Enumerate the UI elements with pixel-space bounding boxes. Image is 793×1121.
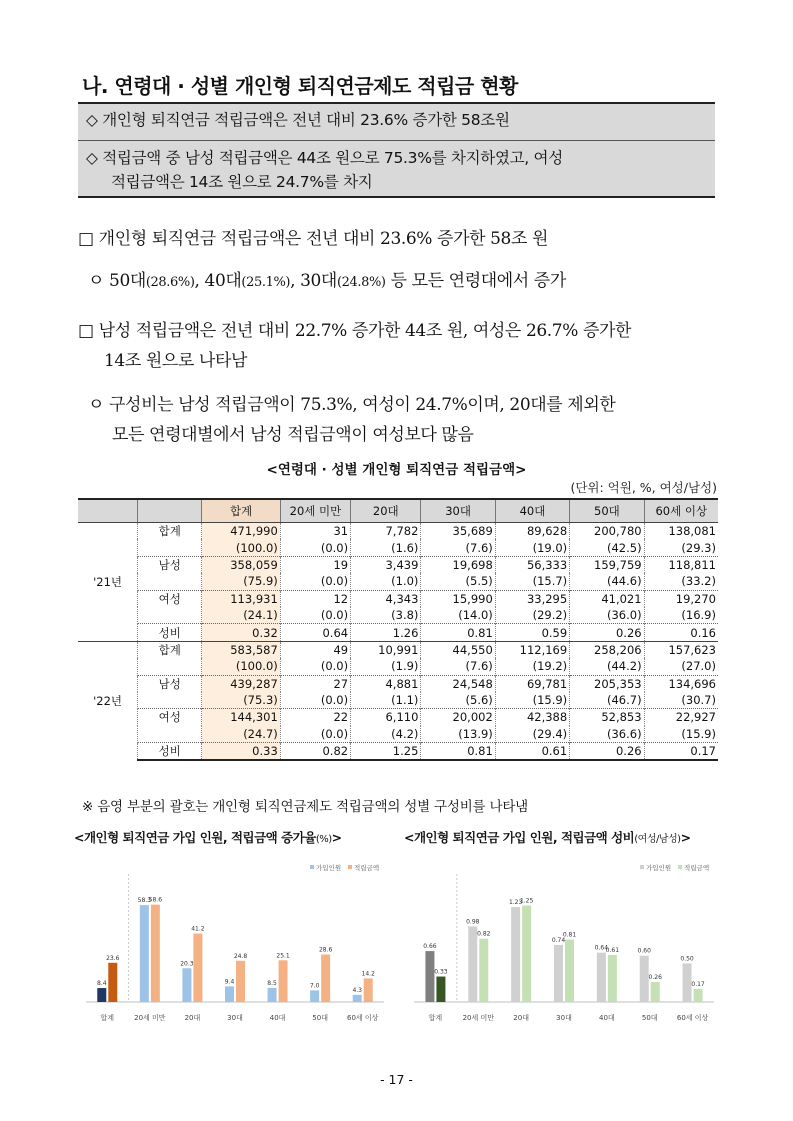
- category-label: [138, 726, 202, 743]
- table-row: [78, 675, 718, 692]
- category-label: 남성: [138, 675, 202, 692]
- table-cell-share: (0.0): [280, 692, 350, 709]
- table-cell-value: 6,110: [351, 709, 421, 726]
- table-cell-value: 52,853: [570, 709, 644, 726]
- table-unit: (단위: 억원, %, 여성/남성): [570, 480, 717, 495]
- table-cell-ratio: 1.25: [351, 743, 421, 761]
- summary-line-3: 적립금액은 14조 원으로 24.7%를 차지: [111, 173, 373, 191]
- table-cell-ratio: 0.26: [570, 624, 644, 641]
- table-cell-ratio: 0.33: [202, 743, 280, 761]
- legend-label: 적립금액: [354, 864, 380, 872]
- table-cell-ratio: 0.16: [644, 624, 718, 641]
- category-label: [138, 573, 202, 590]
- table-cell-value: 20,002: [421, 709, 495, 726]
- table-header: 50대: [570, 499, 644, 523]
- table-cell-share: (42.5): [570, 539, 644, 556]
- table-cell-share: (75.3): [202, 692, 280, 709]
- table-cell-value: 56,333: [495, 556, 569, 573]
- table-cell-share: (29.4): [495, 726, 569, 743]
- bar-amount: [193, 934, 202, 1002]
- table-cell-value: 69,781: [495, 675, 569, 692]
- table-cell-value: 35,689: [421, 523, 495, 540]
- category-label: 남성: [138, 556, 202, 573]
- table-cell-share: (27.0): [644, 658, 718, 675]
- bar-value-label: 0.33: [434, 968, 448, 976]
- bar-value-label: 7.0: [309, 982, 320, 990]
- table-row: [78, 658, 718, 675]
- table-header-blank: [138, 499, 202, 523]
- table-row: [78, 641, 718, 658]
- table-cell-value: 89,628: [495, 523, 569, 540]
- bar-value-label: 0.60: [637, 947, 651, 955]
- table-cell-value: 134,696: [644, 675, 718, 692]
- table-cell-value: 583,587: [202, 641, 280, 658]
- table-row: [78, 590, 718, 607]
- legend-label: 적립금액: [684, 864, 710, 872]
- paragraph-4a: ㅇ 구성비는 남성 적립금액이 75.3%, 여성이 24.7%이며, 20대를 제외한: [88, 395, 616, 415]
- table-cell-value: 4,881: [351, 675, 421, 692]
- paragraph-3b: 14조 원으로 나타남: [104, 351, 247, 371]
- table-row: [78, 726, 718, 743]
- x-tick-label: 40대: [599, 1014, 615, 1022]
- table-header: 30대: [421, 499, 495, 523]
- table-cell-value: 358,059: [202, 556, 280, 573]
- table-cell-share: (100.0): [202, 658, 280, 675]
- table-cell-share: (36.6): [570, 726, 644, 743]
- bar-value-label: 58.6: [148, 896, 163, 904]
- table-cell-share: (100.0): [202, 539, 280, 556]
- table-cell-share: (15.7): [495, 573, 569, 590]
- bar-value-label: 0.81: [562, 931, 577, 939]
- bar-value-label: 8.5: [267, 979, 277, 987]
- bar-members: [597, 953, 606, 1002]
- year-label: '22년: [78, 641, 138, 760]
- table-cell-share: (1.6): [351, 539, 421, 556]
- table-cell-value: 3,439: [351, 556, 421, 573]
- legend-swatch: [678, 865, 682, 869]
- bar-value-label: 41.2: [191, 925, 205, 933]
- table-cell-value: 471,990: [202, 523, 280, 540]
- table-row: [78, 607, 718, 624]
- table-cell-ratio: 0.32: [202, 624, 280, 641]
- table-header: 60세 이상: [644, 499, 718, 523]
- table-cell-value: 33,295: [495, 590, 569, 607]
- table-cell-share: (4.2): [351, 726, 421, 743]
- table-cell-share: (44.2): [570, 658, 644, 675]
- table-cell-share: (15.9): [495, 692, 569, 709]
- sex-ratio-chart: [408, 850, 720, 1040]
- bar-members: [182, 968, 191, 1002]
- table-cell-value: 42,388: [495, 709, 569, 726]
- bar-value-label: 1.23: [508, 899, 523, 907]
- table-row: [78, 692, 718, 709]
- summary-line-1: ◇ 개인형 퇴직연금 적립금액은 전년 대비 23.6% 증가한 58조원: [86, 111, 510, 129]
- table-cell-share: (15.9): [644, 726, 718, 743]
- bar-members: [353, 995, 362, 1002]
- table-cell-share: (7.6): [421, 539, 495, 556]
- bar-value-label: 24.8: [233, 952, 248, 960]
- x-tick-label: 30대: [556, 1014, 572, 1022]
- category-label: 합계: [138, 641, 202, 658]
- table-cell-value: 19: [280, 556, 350, 573]
- category-label: 합계: [138, 523, 202, 540]
- table-cell-ratio: 0.82: [280, 743, 350, 761]
- bar-amount: [364, 978, 373, 1002]
- summary-box: [78, 102, 715, 198]
- table-cell-share: (1.0): [351, 573, 421, 590]
- table-cell-share: (29.3): [644, 539, 718, 556]
- bar-value-label: 0.82: [477, 930, 491, 938]
- paragraph-4b: 모든 연령대별에서 남성 적립금액이 여성보다 많음: [112, 425, 474, 445]
- table-cell-value: 19,698: [421, 556, 495, 573]
- x-tick-label: 30대: [227, 1014, 243, 1022]
- table-cell-share: (13.9): [421, 726, 495, 743]
- category-label: [138, 692, 202, 709]
- table-cell-value: 4,343: [351, 590, 421, 607]
- table-cell-ratio: 0.81: [421, 743, 495, 761]
- left-chart-title: <개인형 퇴직연금 가입 인원, 적립금액 증가율(%)>: [74, 830, 342, 845]
- table-header: 20세 미만: [280, 499, 350, 523]
- table-cell-ratio: 0.81: [421, 624, 495, 641]
- table-cell-value: 157,623: [644, 641, 718, 658]
- x-tick-label: 60세 이상: [676, 1014, 709, 1022]
- table-cell-value: 138,081: [644, 523, 718, 540]
- table-cell-value: 439,287: [202, 675, 280, 692]
- category-label: [138, 539, 202, 556]
- table-cell-share: (0.0): [280, 539, 350, 556]
- table-cell-value: 12: [280, 590, 350, 607]
- summary-divider: [78, 140, 715, 141]
- table-cell-share: (36.0): [570, 607, 644, 624]
- table-cell-value: 49: [280, 641, 350, 658]
- growth-rate-chart: [80, 850, 390, 1040]
- table-row: [78, 523, 718, 540]
- table-header: 20대: [351, 499, 421, 523]
- table-cell-share: (1.9): [351, 658, 421, 675]
- bar-amount: [694, 989, 703, 1002]
- bar-value-label: 1.25: [519, 897, 534, 905]
- legend-swatch: [348, 865, 352, 869]
- bar-value-label: 0.50: [680, 955, 694, 963]
- table-cell-value: 200,780: [570, 523, 644, 540]
- table-cell-share: (75.9): [202, 573, 280, 590]
- x-tick-label: 20세 미만: [462, 1014, 494, 1022]
- category-label: 여성: [138, 709, 202, 726]
- table-row: [78, 556, 718, 573]
- bar-amount: [236, 961, 245, 1002]
- x-tick-label: 50대: [312, 1014, 328, 1022]
- table-cell-ratio: 0.61: [495, 743, 569, 761]
- table-cell-value: 31: [280, 523, 350, 540]
- table-cell-value: 7,782: [351, 523, 421, 540]
- table-cell-share: (3.8): [351, 607, 421, 624]
- x-tick-label: 합계: [428, 1014, 443, 1022]
- table-cell-share: (5.5): [421, 573, 495, 590]
- bar-members: [468, 926, 477, 1002]
- table-cell-share: (19.0): [495, 539, 569, 556]
- category-label: 성비: [138, 624, 202, 641]
- bar-value-label: 0.74: [551, 936, 566, 944]
- table-cell-value: 144,301: [202, 709, 280, 726]
- category-label: 성비: [138, 743, 202, 761]
- paragraph-2: ㅇ 50대(28.6%), 40대(25.1%), 30대(24.8%) 등 모든 연령대에서 증가: [88, 271, 566, 291]
- table-cell-share: (1.1): [351, 692, 421, 709]
- bar-amount: [279, 960, 288, 1002]
- bar-members: [225, 986, 234, 1002]
- bar-value-label: 0.64: [594, 944, 609, 952]
- table-cell-value: 41,021: [570, 590, 644, 607]
- bar-value-label: 4.3: [352, 986, 362, 994]
- table-cell-share: (24.7): [202, 726, 280, 743]
- bar-members: [554, 945, 563, 1002]
- table-cell-value: 113,931: [202, 590, 280, 607]
- bar-value-label: 8.4: [97, 980, 107, 988]
- bar-value-label: 9.4: [224, 978, 235, 986]
- category-label: [138, 607, 202, 624]
- table-cell-share: (19.2): [495, 658, 569, 675]
- x-tick-label: 50대: [641, 1014, 658, 1022]
- table-cell-share: (14.0): [421, 607, 495, 624]
- table-cell-value: 22: [280, 709, 350, 726]
- table-cell-ratio: 1.26: [351, 624, 421, 641]
- bar-members: [310, 990, 319, 1002]
- x-tick-label: 20대: [513, 1014, 529, 1022]
- table-header: 합계: [202, 499, 280, 523]
- table-header-blank: [78, 499, 138, 523]
- table-row: [78, 573, 718, 590]
- legend-swatch: [310, 865, 314, 869]
- bar-amount: [321, 954, 330, 1002]
- bar-members: [511, 907, 520, 1002]
- legend-label: 가입인원: [316, 864, 342, 872]
- table-cell-ratio: 0.26: [570, 743, 644, 761]
- table-cell-value: 27: [280, 675, 350, 692]
- bar-value-label: 0.26: [648, 973, 662, 981]
- table-cell-value: 19,270: [644, 590, 718, 607]
- legend-label: 가입인원: [646, 864, 672, 872]
- bar-amount: [565, 940, 574, 1002]
- x-tick-label: 40대: [269, 1014, 286, 1022]
- bar-amount: [151, 905, 160, 1002]
- category-label: [138, 658, 202, 675]
- bar-value-label: 28.6: [318, 946, 333, 954]
- table-cell-value: 15,990: [421, 590, 495, 607]
- bar-members: [640, 956, 649, 1002]
- bar-amount: [608, 955, 617, 1002]
- summary-line-2: ◇ 적립금액 중 남성 적립금액은 44조 원으로 75.3%를 차지하였고, 여성: [86, 149, 563, 167]
- table-cell-value: 22,927: [644, 709, 718, 726]
- table-cell-value: 44,550: [421, 641, 495, 658]
- table-cell-share: (0.0): [280, 726, 350, 743]
- legend-swatch: [640, 865, 644, 869]
- x-tick-label: 20세 미만: [134, 1014, 166, 1022]
- table-note: ※ 음영 부분의 괄호는 개인형 퇴직연금제도 적립금액의 성별 구성비를 나타냄: [82, 799, 529, 815]
- x-tick-label: 합계: [100, 1014, 115, 1022]
- table-cell-share: (29.2): [495, 607, 569, 624]
- table-cell-value: 112,169: [495, 641, 569, 658]
- table-row: [78, 743, 718, 761]
- bar-value-label: 20.3: [180, 960, 194, 968]
- table-cell-share: (33.2): [644, 573, 718, 590]
- paragraph-3a: □ 남성 적립금액은 전년 대비 22.7% 증가한 44조 원, 여성은 26.7% 증가한: [78, 321, 632, 341]
- year-label: '21년: [78, 523, 138, 642]
- table-cell-ratio: 0.59: [495, 624, 569, 641]
- data-table: [78, 498, 718, 761]
- table-cell-share: (24.1): [202, 607, 280, 624]
- table-cell-share: (0.0): [280, 573, 350, 590]
- category-label: 여성: [138, 590, 202, 607]
- table-cell-share: (5.6): [421, 692, 495, 709]
- right-chart-title: <개인형 퇴직연금 가입 인원, 적립금액 성비(여성/남성)>: [404, 830, 691, 845]
- bar-members: [97, 988, 106, 1002]
- table-cell-ratio: 0.64: [280, 624, 350, 641]
- table-cell-share: (46.7): [570, 692, 644, 709]
- table-caption: <연령대 · 성별 개인형 퇴직연금 적립금액>: [266, 462, 527, 478]
- table-cell-share: (7.6): [421, 658, 495, 675]
- bar-members: [425, 951, 434, 1002]
- bar-value-label: 0.61: [605, 946, 620, 954]
- table-cell-value: 24,548: [421, 675, 495, 692]
- bar-members: [683, 963, 692, 1002]
- section-title: 나. 연령대 · 성별 개인형 퇴직연금제도 적립금 현황: [82, 74, 518, 98]
- bar-value-label: 0.66: [423, 943, 437, 951]
- bar-value-label: 23.6: [106, 954, 120, 962]
- bar-members: [268, 988, 277, 1002]
- paragraph-1: □ 개인형 퇴직연금 적립금액은 전년 대비 23.6% 증가한 58조 원: [78, 229, 548, 249]
- bar-value-label: 0.17: [691, 980, 705, 988]
- table-cell-value: 118,811: [644, 556, 718, 573]
- bar-amount: [108, 963, 117, 1002]
- bar-amount: [651, 982, 660, 1002]
- x-tick-label: 60세 이상: [347, 1014, 379, 1022]
- bar-amount: [436, 977, 445, 1002]
- bar-members: [140, 905, 149, 1002]
- bar-value-label: 58.3: [137, 897, 152, 905]
- x-tick-label: 20대: [184, 1014, 201, 1022]
- table-header: 40대: [495, 499, 569, 523]
- table-row: [78, 709, 718, 726]
- bar-value-label: 0.98: [466, 918, 480, 926]
- table-cell-share: (30.7): [644, 692, 718, 709]
- table-cell-share: (16.9): [644, 607, 718, 624]
- bar-amount: [479, 939, 488, 1002]
- bar-value-label: 14.2: [361, 970, 375, 978]
- bar-amount: [522, 906, 531, 1002]
- bar-value-label: 25.1: [276, 952, 290, 960]
- table-cell-share: (0.0): [280, 607, 350, 624]
- table-cell-value: 258,206: [570, 641, 644, 658]
- table-cell-value: 159,759: [570, 556, 644, 573]
- table-cell-share: (44.6): [570, 573, 644, 590]
- table-cell-value: 10,991: [351, 641, 421, 658]
- page-number: - 17 -: [380, 1072, 413, 1087]
- table-row: [78, 539, 718, 556]
- table-cell-ratio: 0.17: [644, 743, 718, 761]
- table-cell-share: (0.0): [280, 658, 350, 675]
- table-row: [78, 624, 718, 641]
- table-cell-value: 205,353: [570, 675, 644, 692]
